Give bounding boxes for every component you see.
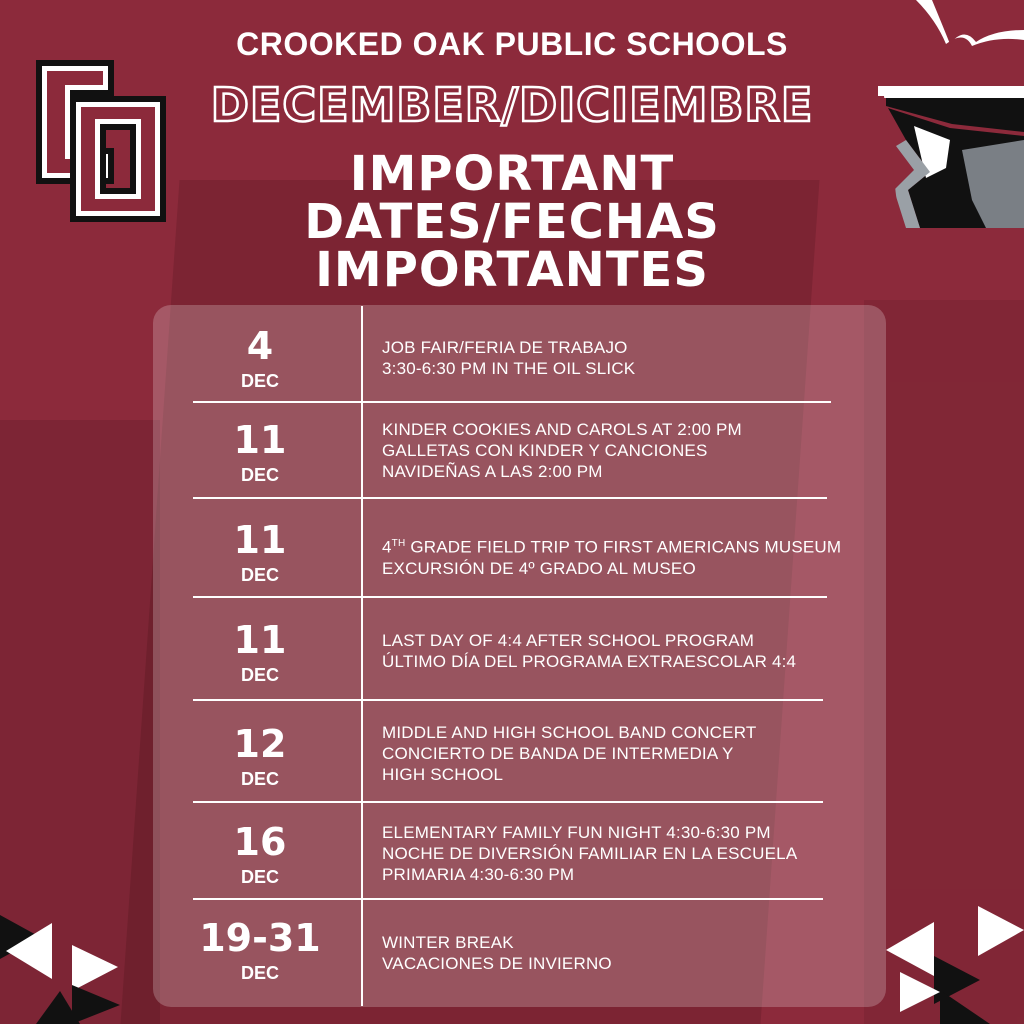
event-line: 3:30-6:30 PM IN THE OIL SLICK	[382, 359, 636, 378]
event-line: LAST DAY OF 4:4 AFTER SCHOOL PROGRAM	[382, 631, 755, 650]
event-description	[382, 337, 872, 379]
event-line: NAVIDEÑAS A LAS 2:00 PM	[382, 462, 603, 481]
title-line-1: IMPORTANT	[349, 146, 675, 202]
event-line: PRIMARIA 4:30-6:30 PM	[382, 865, 575, 884]
event-month: DEC	[240, 665, 279, 685]
event-month: DEC	[240, 769, 279, 789]
event-line: ÚLTIMO DÍA DEL PROGRAMA EXTRAESCOLAR 4:4	[382, 652, 797, 671]
event-day: 11	[233, 418, 287, 462]
event-date	[190, 420, 330, 486]
title-line-2: DATES/FECHAS	[304, 194, 720, 250]
row-divider	[193, 801, 823, 803]
month-title: DECEMBER/DICIEMBRE	[210, 78, 814, 132]
event-date	[180, 918, 340, 984]
event-line: VACACIONES DE INVIERNO	[382, 954, 612, 973]
event-line-prefix: 4	[382, 537, 392, 557]
event-date	[190, 620, 330, 686]
school-name: CROOKED OAK PUBLIC SCHOOLS	[236, 26, 788, 62]
decorative-arrows-left-icon	[0, 905, 150, 1024]
event-line: ELEMENTARY FAMILY FUN NIGHT 4:30-6:30 PM	[382, 823, 771, 842]
ordinal-suffix: TH	[391, 538, 406, 549]
event-month: DEC	[240, 371, 279, 391]
row-divider	[193, 699, 823, 701]
event-month: DEC	[240, 867, 279, 887]
page-title	[0, 146, 1024, 298]
event-line: CONCIERTO DE BANDA DE INTERMEDIA Y	[382, 744, 734, 763]
event-line: MIDDLE AND HIGH SCHOOL BAND CONCERT	[382, 723, 757, 742]
event-day: 12	[233, 722, 287, 766]
event-description	[382, 630, 872, 672]
event-month: DEC	[240, 565, 279, 585]
event-description	[382, 419, 872, 482]
event-month: DEC	[240, 963, 279, 983]
decorative-arrows-right-icon	[880, 900, 1024, 1024]
event-day: 16	[233, 820, 287, 864]
event-date	[190, 520, 330, 586]
event-line: WINTER BREAK	[382, 933, 514, 952]
row-divider	[193, 401, 831, 403]
event-line: HIGH SCHOOL	[382, 765, 504, 784]
row-divider	[193, 898, 823, 900]
event-day: 4	[246, 324, 274, 368]
event-description	[382, 822, 872, 885]
row-divider	[193, 497, 827, 499]
event-day: 19-31	[199, 916, 321, 960]
event-description	[382, 533, 872, 579]
event-month: DEC	[240, 465, 279, 485]
event-date	[190, 822, 330, 888]
event-line-rest: GRADE FIELD TRIP TO FIRST AMERICANS MUSEUM	[405, 537, 842, 557]
event-line: JOB FAIR/FERIA DE TRABAJO	[382, 338, 628, 357]
event-date	[190, 724, 330, 790]
event-line	[382, 533, 872, 558]
column-divider	[361, 306, 363, 1006]
event-day: 11	[233, 618, 287, 662]
event-line: KINDER COOKIES AND CAROLS AT 2:00 PM	[382, 420, 742, 439]
event-line: EXCURSIÓN DE 4º GRADO AL MUSEO	[382, 558, 696, 578]
event-date	[190, 326, 330, 392]
event-description	[382, 722, 872, 785]
title-line-3: IMPORTANTES	[315, 242, 709, 298]
event-day: 11	[233, 518, 287, 562]
row-divider	[193, 596, 827, 598]
event-description	[382, 932, 872, 974]
event-line: NOCHE DE DIVERSIÓN FAMILIAR EN LA ESCUELA	[382, 844, 798, 863]
event-line: GALLETAS CON KINDER Y CANCIONES	[382, 441, 708, 460]
